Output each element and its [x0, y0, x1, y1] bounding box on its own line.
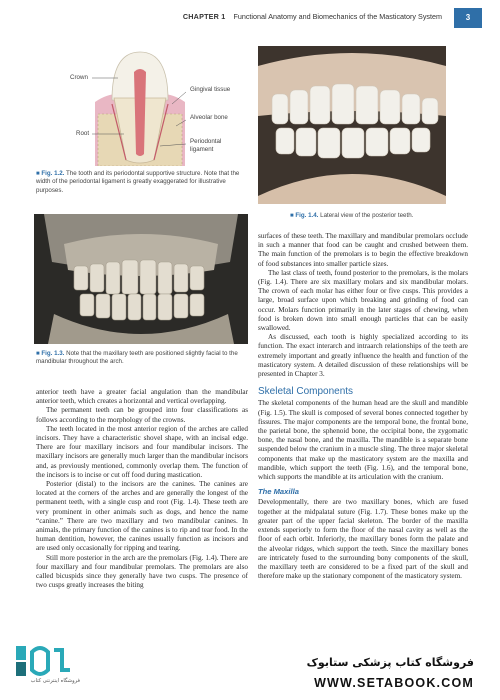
figure-1-2-caption: ■ Fig. 1.2. The tooth and its periodontal supportive structure. Note that the width of the periodontal ligament is greatly exaggerated for illustrative purposes.: [36, 170, 240, 194]
figure-1-3-photo: [34, 214, 248, 344]
figure-1-2-number: Fig. 1.2.: [41, 170, 65, 177]
figure-1-3-caption: ■ Fig. 1.3. Note that the maxillary teeth are positioned slightly facial to the mandibular throughout the arch.: [36, 350, 238, 366]
label-root: Root: [76, 130, 90, 137]
chapter-label: CHAPTER 1: [182, 12, 226, 21]
figure-1-4-number: Fig. 1.4.: [295, 212, 319, 219]
paragraph: The last class of teeth, found posterior to the premolars, is the molars (Fig. 1.4). There are six maxillary molars and six mandibular molars. The crown of each molar has either four or five cusps. This provides a large, broad surface upon which breaking and grinding of food can occur. Molars function primarily in the later stages of chewing, when food is broken down into small enough particles that can be easily swallowed.: [258, 268, 468, 333]
subsection-heading-maxilla: The Maxilla: [258, 487, 299, 497]
page-number: 3: [454, 8, 482, 28]
paragraph: Still more posterior in the arch are the premolars (Fig. 1.4). There are four maxillary and four mandibular premolars. The premolars are also called bicuspids since they generally have two cusps. The presence of two cusps greatly increases the biting: [36, 553, 248, 590]
figure-1-3-caption-text: Note that the maxillary teeth are positioned slightly facial to the mandibular throughout the arch.: [36, 350, 238, 366]
paragraph: Developmentally, there are two maxillary bones, which are fused together at the midpalatal suture (Fig. 1.7). These bones make up the greater part of the upper facial skeleton. The border of the maxilla extends superiorly to form the floor of the nasal cavity as well as the floor of each orbit. Inferiorly, the maxillary bones form the palate and the alveolar ridges, which support the teeth. Since the maxillary bones are intricately fused to the surrounding bony components of the skull, the maxillary teeth are considered to be a fixed part of the skull and therefore make up the stationary component of the masticatory system.: [258, 498, 468, 581]
figure-1-4-caption: ■ Fig. 1.4. Lateral view of the posterior teeth.: [290, 212, 414, 219]
figure-1-3-number: Fig. 1.3.: [41, 350, 65, 357]
paragraph: surfaces of these teeth. The maxillary and mandibular premolars occlude in such a manner that food can be caught and crushed between them. The main function of the premolars is to begin the effective breakdown of food substances into smaller particle sizes.: [258, 232, 468, 268]
paragraph: As discussed, each tooth is highly specialized according to its function. The exact interarch and intraarch relationships of the teeth are extremely important and greatly influence the health and function of the masticatory system. A detailed discussion of these relationships will be presented in Chapter 3.: [258, 333, 468, 379]
paragraph: The teeth located in the most anterior region of the arches are called incisors. They have a characteristic shovel shape, with an incisal edge. There are four maxillary incisors and four mandibular incisors. The maxillary incisors are generally much larger than the mandibular incisors and, as previously mentioned, commonly overlap them. The function of the incisors is to incise or cut off food during mastication.: [36, 424, 248, 479]
running-header-text: [183, 12, 442, 21]
paragraph: The permanent teeth can be grouped into four classifications as follows according to the morphology of the crowns.: [36, 406, 248, 424]
figure-1-4-photo: [258, 46, 446, 204]
chapter-title: Functional Anatomy and Biomechanics of the Masticatory System: [233, 12, 442, 21]
right-column: [258, 232, 468, 581]
figure-1-4-caption-text: Lateral view of the posterior teeth.: [320, 212, 414, 219]
section-heading-skeletal: Skeletal Components: [258, 386, 354, 398]
store-url[interactable]: WWW.SETABOOK.COM: [314, 676, 474, 690]
label-gingival-tissue: Gingival tissue: [190, 86, 231, 93]
logo-subtitle: فروشگاه اینترنتی کتاب: [30, 678, 80, 684]
store-name: فروشگاه کتاب پزشکی ستابوک: [306, 656, 474, 669]
paragraph: Posterior (distal) to the incisors are the canines. The canines are located at the corners of the arches and are generally the longest of the permanent teeth, with a single cusp and root (Fig. 1.4). These teeth are very prominent in other animals such as dogs, and hence the name “canine.” There are two maxillary and two mandibular canines. In animals, the primary function of the canines is to rip and tear food. In the human dentition, however, the canines usually function as incisors and are used only occasionally for ripping and tearing.: [36, 480, 248, 553]
label-crown: Crown: [70, 74, 88, 81]
paragraph: anterior teeth have a greater facial angulation than the mandibular anterior teeth, which creates a horizontal and vertical overlapping.: [36, 388, 248, 406]
label-alveolar-bone: Alveolar bone: [190, 114, 228, 121]
figure-1-2-caption-text: The tooth and its periodontal supportive structure. Note that the width of the periodontal ligament is greatly exaggerated for illustrative purposes.: [36, 170, 240, 194]
label-periodontal-ligament: Periodontal ligament: [190, 138, 222, 154]
figure-1-2: [40, 42, 240, 166]
setabook-logo: [10, 640, 80, 690]
paragraph: The skeletal components of the human head are the skull and mandible (Fig. 1.5). The skull is composed of several bones connected together by fissures. The major components are the temporal bone, the frontal bone, the parietal bone, the sphenoid bone, the occipital bone, the zygomatic bone, the nasal bone, and the maxilla. The mandible is a separate bone suspended below the cranium in a muscle sling. The three major skeletal components that make up the masticatory system are the maxilla and mandible, which support the teeth (Fig. 1.6), and the temporal bone, which supports the mandible at its articulation with the cranium.: [258, 399, 468, 482]
left-column: [36, 388, 248, 590]
footer-banner: [0, 632, 500, 700]
running-header: [0, 8, 500, 28]
